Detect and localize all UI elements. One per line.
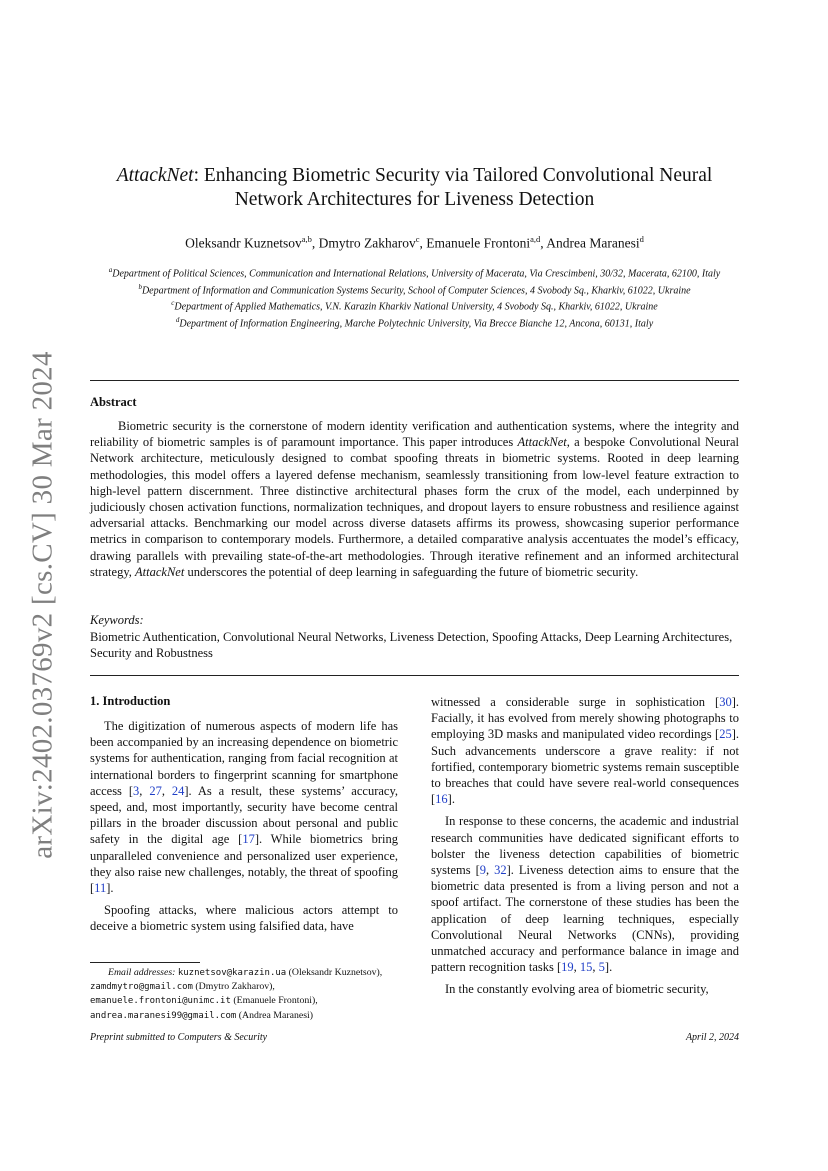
keywords-list: Biometric Authentication, Convolutional Neural Networks, Liveness Detection, Spoofing Attacks, Deep Learning Architectures, Security and Robustness: [90, 630, 733, 661]
affiliation-text: Department of Political Sciences, Communication and International Relations, University of Macerata, Via Crescimbeni, 30/32, Macerata, 62100, Italy: [112, 268, 721, 280]
affiliation-mark: d: [175, 315, 180, 324]
abstract-body: [90, 418, 739, 580]
title-rest: : Enhancing Biometric Security via Tailored Convolutional Neural Network Architectures for Liveness Detection: [193, 165, 713, 210]
footnote-text: [90, 966, 398, 1023]
author-name: Dmytro Zakharov: [318, 235, 416, 251]
affiliation-list: [90, 264, 739, 331]
author-name: Andrea Maranesi: [546, 235, 640, 251]
email-owner: (Dmytro Zakharov),: [192, 981, 275, 993]
footer-date: April 2, 2024: [685, 1032, 739, 1043]
author-name: Emanuele Frontoni: [426, 235, 531, 251]
author-affiliation-mark: d: [639, 234, 644, 244]
abstract-text-1: Biometric security is the cornerstone of modern identity verification and authentication systems, where the integrity and reliability of biometric samples is of paramount importance. This paper introduces: [90, 419, 739, 450]
intro-paragraph-4: In the constantly evolving area of biometric security,: [445, 982, 709, 997]
abstract-text-3: underscores the potential of deep learning in safeguarding the future of biometric security.: [184, 564, 639, 579]
abstract-heading: Abstract: [90, 395, 137, 409]
title-model-name: AttackNet: [116, 165, 194, 186]
author-affiliation-mark: a,b: [301, 234, 312, 244]
author-affiliation-mark: a,d: [530, 234, 541, 244]
email-owner: (Oleksandr Kuznetsov),: [286, 967, 383, 978]
affiliation-item: [90, 297, 739, 314]
affiliation-text: Department of Information and Communication Systems Security, School of Computer Sciences, 4 Svobody Sq., Kharkiv, 61022, Ukraine: [141, 284, 691, 296]
footnote-rule: [90, 962, 200, 963]
author-name: Oleksandr Kuznetsov: [185, 235, 302, 251]
author-affiliation-mark: c: [415, 234, 420, 244]
arxiv-identifier: arXiv:2402.03769v2 [cs.CV] 30 Mar 2024: [26, 351, 59, 859]
intro-paragraph-1: The digitization of numerous aspects of modern life has been accompanied by an increasing dependence on biometric systems for authentication, ranging from facial recognition at international borders to fingerprint scanning for smartphone access [3, 27, 24]. As a result, these systems’ accuracy, speed, and, most importantly, security have become central pillars in the broader discussion about personal and public safety in the digital age [17]. While biometrics bring unparalleled convenience and personalized user experience, they also raise new challenges, notably, the threat of spoofing [11].: [90, 719, 399, 896]
citation-link[interactable]: 3: [133, 783, 140, 798]
abstract-text-2: , a bespoke Convolutional Neural Network architecture, meticulously designed to combat spoofing threats in biometric systems. Rooted in deep learning methodologies, this model offers a layered defense mechanism, seamlessly transitioning from low-level feature extraction to high-level pattern discernment. Three distinctive architectural phases form the crux of the model, each underpinned by judiciously chosen activation functions, normalization techniques, and dropout layers to ensure robustness and resilience against adversarial attacks. Benchmarking our model across diverse datasets affirms its prowess, showcasing superior performance metrics in comparison to contemporary models. Furthermore, a detailed comparative analysis accentuates the model’s efficacy, drawing parallels with prevailing state-of-the-art methodologies. Through iterative refinement and an informed architectural strategy,: [90, 435, 740, 579]
header-rule: [90, 380, 739, 381]
intro-paragraph-2-cont: witnessed a considerable surge in sophistication [30]. Facially, it has evolved from merely showing photographs to employing 3D masks and manipulated video recordings [25]. Such advancements underscore a grave reality: if not fortified, contemporary biometric systems remain susceptible to breaches that could have severe real-world consequences [16].: [431, 695, 739, 807]
right-column: [431, 694, 739, 998]
affiliation-text: Department of Information Engineering, Marche Polytechnic University, Via Brecce Bianche 12, Ancona, 60131, Italy: [179, 318, 654, 330]
citation-link[interactable]: 5: [598, 960, 605, 975]
abstract-model-name-2: AttackNet: [135, 564, 185, 579]
citation-link[interactable]: 15: [579, 960, 593, 975]
arxiv-sidebar: [20, 351, 66, 859]
intro-paragraph-3: In response to these concerns, the academic and industrial research communities have dedicated significant efforts to bolster the liveness detection capabilities of biometric systems [9, 32]. Liveness detection aims to ensure that the biometric data presented is from a living person and not a spoof artifact. The cornerstone of these studies has been the application of deep learning techniques, especially Convolutional Neural Networks (CNNs), providing unmatched accuracy and performance balance in image and pattern recognition tasks [19, 15, 5].: [431, 814, 739, 975]
citation-link[interactable]: 30: [719, 695, 732, 709]
citation-link[interactable]: 11: [94, 881, 107, 896]
footer-journal: Preprint submitted to Computers & Security: [90, 1032, 268, 1043]
paper-title: [90, 164, 739, 212]
email-link[interactable]: andrea.maranesi99@gmail.com: [90, 1010, 237, 1021]
section-heading: 1. Introduction: [90, 694, 171, 708]
email-owner: (Andrea Maranesi): [236, 1009, 314, 1021]
email-owner: (Emanuele Frontoni),: [230, 995, 318, 1007]
affiliation-mark: c: [171, 299, 175, 308]
affiliation-mark: a: [108, 266, 113, 274]
citation-link[interactable]: 19: [561, 960, 574, 975]
affiliation-item: [90, 281, 739, 298]
footnote: [90, 966, 398, 1023]
affiliation-mark: b: [138, 282, 142, 291]
intro-paragraph-2-start: Spoofing attacks, where malicious actors attempt to deceive a biometric system using falsified data, have: [90, 903, 398, 934]
citation-link[interactable]: 17: [242, 832, 255, 847]
citation-link[interactable]: 24: [171, 783, 185, 798]
citation-link[interactable]: 16: [435, 792, 448, 807]
citation-link[interactable]: 27: [149, 783, 162, 798]
left-column: [90, 718, 398, 935]
author-list: Oleksandr Kuznetsov$^{a,b}$, Dmytro Zakharov$^c$, Emanuele Frontoni$^{a,d}$, Andrea Maranesi$^d$: [185, 234, 644, 251]
email-link[interactable]: zamdmytro@gmail.com: [90, 982, 193, 993]
abstract-model-name-1: AttackNet: [517, 435, 567, 450]
keywords-heading: Keywords:: [90, 613, 144, 627]
citation-link[interactable]: 32: [494, 863, 507, 878]
affiliation-item: [90, 314, 739, 331]
citation-link[interactable]: 9: [479, 863, 486, 878]
citation-link[interactable]: 25: [719, 727, 732, 742]
affiliation-text: Department of Applied Mathematics, V.N. Karazin Kharkiv National University, 4 Svobody Sq., Kharkiv, 61022, Ukraine: [174, 301, 658, 313]
abstract-rule: [90, 675, 739, 676]
email-link[interactable]: emanuele.frontoni@unimc.it: [90, 996, 231, 1007]
affiliation-item: [90, 264, 739, 281]
email-link[interactable]: kuznetsov@karazin.ua: [177, 968, 287, 978]
footnote-label: Email addresses:: [108, 967, 178, 978]
